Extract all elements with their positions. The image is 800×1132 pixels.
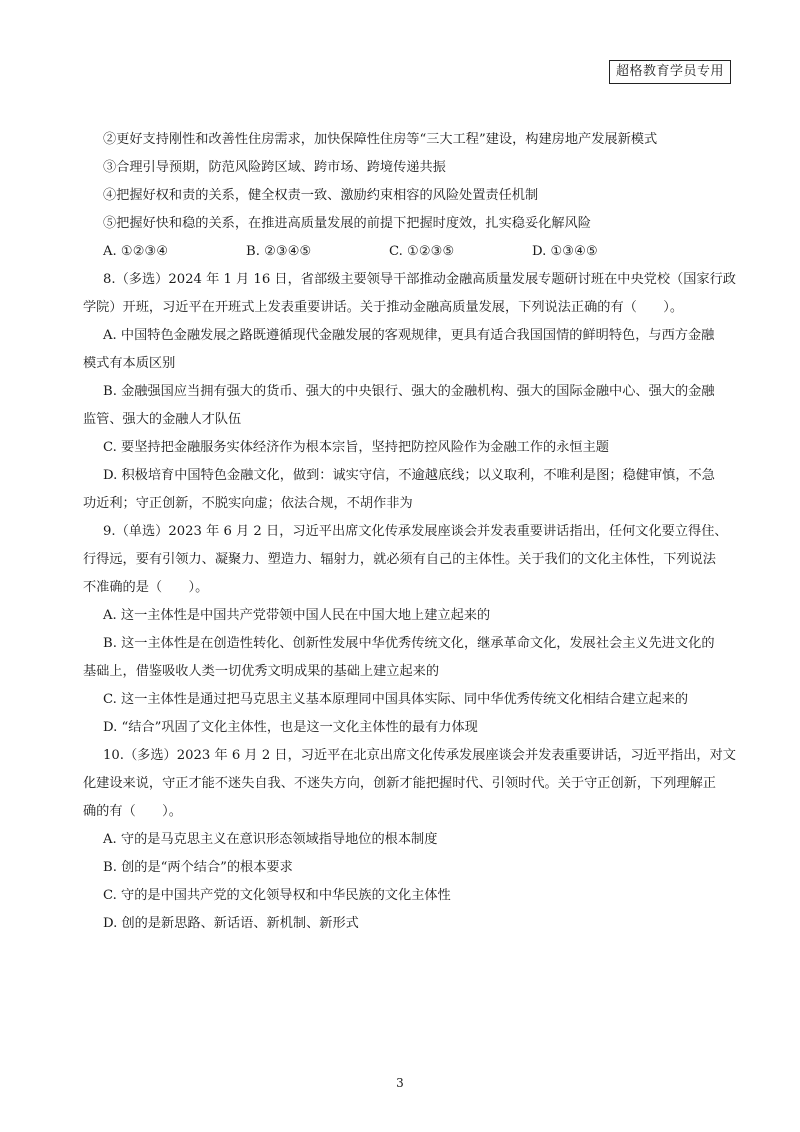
option-a: A. 中国特色金融发展之路既遵循现代金融发展的客观规律，更具有适合我国国情的鲜明特色，与西方金融 (103, 328, 715, 343)
option-c: C. ①②③⑤ (389, 244, 455, 259)
option-a: A. 这一主体性是中国共产党带领中国人民在中国大地上建立起来的 (103, 608, 491, 623)
question-7-statements (103, 126, 725, 266)
question-stem-line: 9.（单选）2023 年 6 月 2 日，习近平出席文化传承发展座谈会并发表重要讲话指出，任何文化要立得住、 (103, 524, 728, 539)
option-b-cont: 基础上，借鉴吸收人类一切优秀文明成果的基础上建立起来的 (83, 664, 440, 679)
option-d: D. “结合”巩固了文化主体性，也是这一文化主体性的最有力体现 (103, 720, 478, 735)
question-stem-line: 行得远，要有引领力、凝聚力、塑造力、辐射力，就必须有自己的主体性。关于我们的文化主体性，下列说法 (83, 552, 716, 567)
statement-4: ④把握好权和责的关系，健全权责一致、激励约束相容的风险处置责任机制 (103, 188, 539, 203)
option-c: C. 要坚持把金融服务实体经济作为根本宗旨，坚持把防控风险作为金融工作的永恒主题 (103, 440, 609, 455)
option-c: C. 这一主体性是通过把马克思主义基本原理同中国具体实际、同中华优秀传统文化相结合建立起来的 (103, 692, 689, 707)
question-stem-line: 10.（多选）2023 年 6 月 2 日，习近平在北京出席文化传承发展座谈会并发表重要讲话，习近平指出，对文 (103, 748, 736, 763)
question-content (83, 126, 736, 938)
option-d-cont: 功近利；守正创新，不脱实向虚；依法合规，不胡作非为 (83, 496, 413, 511)
option-b: B. ②③④⑤ (246, 244, 312, 259)
question-stem-line: 确的有（ ）。 (83, 804, 182, 819)
question-10 (83, 742, 736, 938)
option-b-cont: 监管、强大的金融人才队伍 (83, 412, 242, 427)
question-stem-line: 不准确的是（ ）。 (83, 580, 209, 595)
option-c: C. 守的是中国共产党的文化领导权和中华民族的文化主体性 (103, 888, 451, 903)
question-stem-line: 化建设来说，守正才能不迷失自我、不迷失方向，创新才能把握时代、引领时代。关于守正创新，下列理解正 (83, 776, 716, 791)
page-number: 3 (396, 1076, 404, 1090)
question-stem-line: 8.（多选）2024 年 1 月 16 日，省部级主要领导干部推动金融高质量发展专题研讨班在中央党校（国家行政 (103, 272, 736, 287)
option-a-cont: 模式有本质区别 (83, 356, 176, 371)
question-7-options (103, 238, 725, 266)
option-a: A. 守的是马克思主义在意识形态领域指导地位的根本制度 (103, 832, 438, 847)
statement-2: ②更好支持刚性和改善性住房需求，加快保障性住房等“三大工程”建设，构建房地产发展新模式 (103, 132, 658, 147)
question-stem-line: 学院）开班，习近平在开班式上发表重要讲话。关于推动金融高质量发展，下列说法正确的有（ ）。 (83, 300, 684, 315)
question-8 (83, 266, 736, 518)
question-9 (83, 518, 728, 742)
option-d: D. 积极培育中国特色金融文化，做到：诚实守信，不逾越底线；以义取利，不唯利是图；稳健审慎，不急 (103, 468, 715, 483)
statement-5: ⑤把握好快和稳的关系，在推进高质量发展的前提下把握时度效，扎实稳妥化解风险 (103, 216, 591, 231)
option-b: B. 金融强国应当拥有强大的货币、强大的中央银行、强大的金融机构、强大的国际金融中心、强大的金融 (103, 384, 715, 399)
option-b: B. 这一主体性是在创造性转化、创新性发展中华优秀传统文化，继承革命文化，发展社会主义先进文化的 (103, 636, 715, 651)
watermark-stamp: 超格教育学员专用 (609, 60, 731, 84)
option-d: D. 创的是新思路、新话语、新机制、新形式 (103, 916, 359, 931)
option-a: A. ①②③④ (103, 244, 169, 259)
option-d: D. ①③④⑤ (532, 244, 598, 259)
statement-3: ③合理引导预期，防范风险跨区域、跨市场、跨境传递共振 (103, 160, 446, 175)
option-b: B. 创的是“两个结合”的根本要求 (103, 860, 293, 875)
